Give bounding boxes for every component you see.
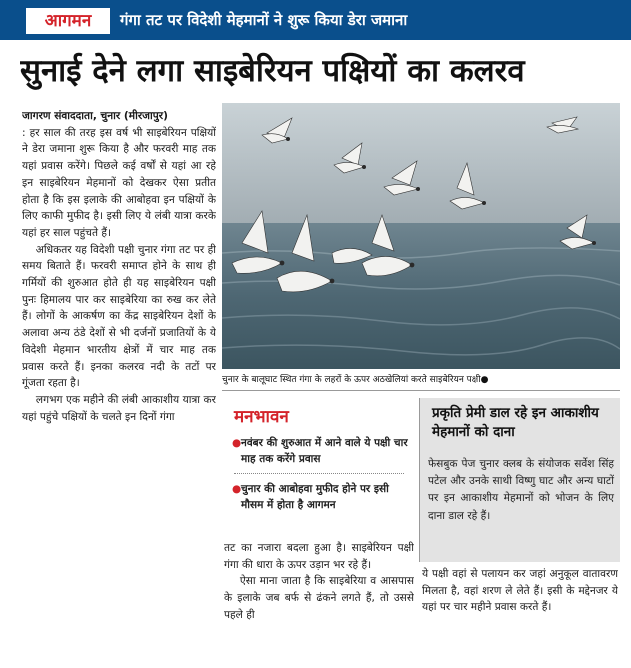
paragraph-4: तट का नजारा बदला हुआ है। साइबेरियन पक्षी गंगा की धारा के ऊपर उड़ान भर रहे हैं। bbox=[224, 542, 414, 571]
info-box-title: प्रकृति प्रेमी डाल रहे इन आकाशीय मेहमानों को दाना bbox=[432, 405, 599, 440]
paragraph-3: लगभग एक महीने की लंबी आकाशीय यात्रा कर यहां पहुंचे पक्षियों के चलते इन दिनों गंगा bbox=[22, 393, 216, 423]
paragraph-6: ये पक्षी वहां से पलायन कर जहां अनुकूल वातावरण मिलता है, वहां शरण ले लेते हैं। इसी के मद्देनजर ये यहां पर चार महीने प्रवास करते हैं। bbox=[422, 568, 618, 614]
paragraph-1: : हर साल की तरह इस वर्ष भी साइबेरियन पक्षियों ने डेरा जमाना शुरू किया है और फरवरी माह तक यहां प्रवास करेंगे। पिछले कई वर्षों से यहां आ रहे इन साइबेरियन मेहमानों को देखकर ऐसा प्रतीत होता है कि इस इलाके की आबोहवा इन पक्षियों के लिए काफी मुफीद है। इसी लिए ये लंबी यात्रा करके यहां हर साल पहुंचते हैं। bbox=[22, 126, 216, 239]
main-headline: सुनाई देने लगा साइबेरियन पक्षियों का कलरव bbox=[20, 53, 525, 89]
highlights-box bbox=[224, 401, 411, 533]
bullet-dot-icon: ● bbox=[232, 437, 242, 449]
birds-photo bbox=[222, 103, 620, 369]
byline: जागरण संवाददाता, चुनार (मीरजापुर) bbox=[22, 110, 168, 122]
article-column-1 bbox=[22, 108, 216, 664]
bullet-divider bbox=[234, 473, 404, 474]
paragraph-5: ऐसा माना जाता है कि साइबेरिया व आसपास के इलाके जब बर्फ से ढंकने लगते हैं, तो उससे पहले ही bbox=[224, 575, 414, 621]
info-box-text: फेसबुक पेज चुनार क्लब के संयोजक सर्वेश सिंह पटेल और उनके साथी विष्णु घाट और अन्य घाटों पर इन आकाशीय मेहमानों को भोजन के लिए दाना डाल रहे हैं। bbox=[428, 458, 614, 522]
section-tag: आगमन bbox=[26, 8, 110, 34]
paragraph-2: अधिकतर यह विदेशी पक्षी चुनार गंगा तट पर ही समय बिताते हैं। फरवरी समाप्त होने के साथ ही गर्मियों की शुरुआत होते ही यह साइबेरियन पक्षी पुनः हिमालय पार कर साइबेरिया का रुख कर लेते हैं। लोगों के आकर्षण का केंद्र साइबेरियन देशों के अलावा अन्य ठंडे देशों से भी दर्जनों प्रजातियों के ये विदेशी मेहमान भारतीय क्षेत्रों में चार माह तक प्रवास करते हैं। इनका कलरव नदी के तटों पर गूंजता रहता है। bbox=[22, 243, 216, 390]
highlight-bullet-2: ● चुनार की आबोहवा मुफीद होने पर इसी मौसम में होता है आगमन bbox=[232, 483, 389, 511]
highlights-title: मनभावन bbox=[234, 407, 289, 427]
photo-caption: चुनार के बालूघाट स्थित गंगा के लहरों के ऊपर अठखेलियां करते साइबेरियन पक्षी● bbox=[222, 375, 489, 385]
kicker-headline: गंगा तट पर विदेशी मेहमानों ने शुरू किया डेरा जमाना bbox=[120, 11, 408, 29]
highlight-bullet-1: ● नवंबर की शुरुआत में आने वाले ये पक्षी चार माह तक करेंगे प्रवास bbox=[232, 437, 408, 465]
bullet-dot-icon: ● bbox=[232, 483, 242, 495]
article-column-3 bbox=[422, 566, 618, 664]
info-box bbox=[420, 398, 620, 562]
caption-divider bbox=[222, 390, 620, 391]
header-bar bbox=[0, 0, 631, 40]
river-birds-image bbox=[222, 103, 620, 369]
article-column-2 bbox=[224, 540, 414, 664]
